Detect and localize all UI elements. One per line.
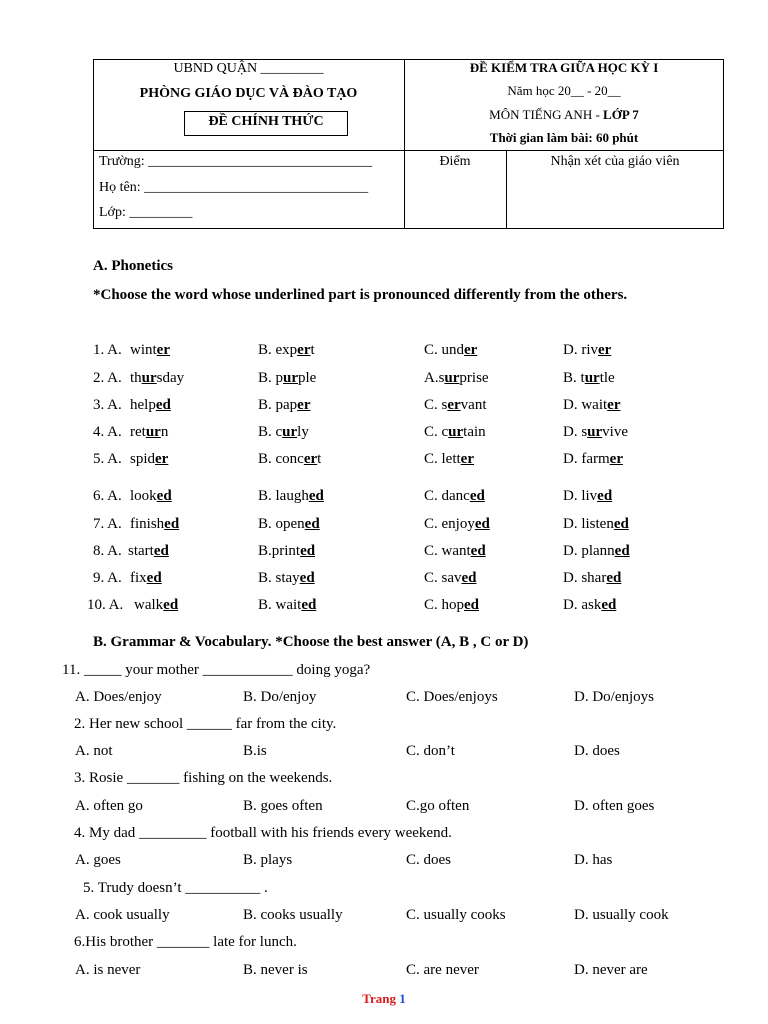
answer-option: D. does [574,743,620,759]
page-footer [0,991,768,1007]
phonetics-option [424,488,485,505]
word-part: spid [130,451,156,467]
answer-option: A. not [75,743,113,759]
underlined-sound: ed [601,597,617,613]
word-part: D. riv [563,342,598,358]
phonetics-option [258,370,316,387]
underlined-sound: ed [469,488,485,504]
word-part: th [130,370,142,386]
answer-option: A. goes [75,852,121,868]
underlined-sound: ur [141,370,157,386]
word-part: finish [130,516,165,532]
underlined-sound: ur [448,424,464,440]
word-part: B. p [258,370,284,386]
official-stamp-box: ĐỀ CHÍNH THỨC [184,111,348,136]
answer-option: C. does [406,852,451,868]
underlined-sound: ed [308,488,324,504]
question-number: 2. A. [93,370,122,386]
word-part: B. pap [258,397,298,413]
underlined-sound: ed [301,597,317,613]
answer-option: B.is [243,743,267,759]
underlined-sound: er [156,342,170,358]
word-part: B. wait [258,597,302,613]
word-part: D. s [563,424,588,440]
underlined-sound: er [155,451,169,467]
underlined-sound: ed [606,570,622,586]
phonetics-option [258,543,315,560]
phonetics-option [130,397,171,414]
exam-time: Thời gian làm bài: 60 phút [489,130,639,145]
word-part: ly [297,424,309,440]
question-number: 4. A. [93,424,122,440]
word-part: t [310,342,315,358]
school-field: Trường: ________________________________ [99,154,373,169]
word-part: start [128,543,154,559]
underlined-sound: ed [164,516,180,532]
phonetics-option [424,397,487,414]
word-part: tain [463,424,486,440]
answer-option: B. never is [243,962,308,978]
answer-option: A. is never [75,962,141,978]
underlined-sound: ed [299,570,315,586]
phonetics-option [258,570,315,587]
word-part: C. hop [424,597,465,613]
word-part: D. plann [563,543,615,559]
phonetics-option [258,597,316,614]
answer-option: D. Do/enjoys [574,689,654,705]
underlined-sound: ed [597,488,613,504]
answer-option: A. often go [75,798,143,814]
subject-grade: LỚP 7 [603,107,639,122]
score-label: Điểm [439,154,471,169]
answer-option: C. usually cooks [406,907,506,923]
answer-option: B. cooks usually [243,907,343,923]
header-divider-horizontal [93,150,724,151]
phonetics-option [424,342,477,359]
section-a-instruction: *Choose the word whose underlined part is pronounced differently from the others. [93,287,628,303]
word-part: help [130,397,156,413]
phonetics-option [424,597,479,614]
word-part: B.print [258,543,301,559]
question-number: 8. A. [93,543,122,559]
page-number: 1 [399,991,406,1006]
phonetics-option [128,543,169,560]
question-number: 10. A. [87,597,124,613]
answer-option: D. usually cook [574,907,669,923]
word-part: C. want [424,543,471,559]
phonetics-option [563,516,629,533]
phonetics-option [130,424,168,441]
word-part: wint [130,342,157,358]
underlined-sound: ed [163,597,179,613]
underlined-sound: er [609,451,623,467]
word-part: D. ask [563,597,602,613]
phonetics-option [258,342,315,359]
word-part: t [317,451,322,467]
underlined-sound: er [460,451,474,467]
phonetics-option [563,543,630,560]
word-part: n [160,424,169,440]
answer-option: B. goes often [243,798,323,814]
underlined-sound: ed [146,570,162,586]
grammar-question: 6.His brother _______ late for lunch. [74,934,297,950]
phonetics-option [563,570,621,587]
phonetics-option [258,488,324,505]
word-part: sday [156,370,185,386]
underlined-sound: ur [587,424,603,440]
answer-option: A. Does/enjoy [75,689,162,705]
teacher-comment-label: Nhận xét của giáo viên [550,154,680,169]
underlined-sound: ed [304,516,320,532]
phonetics-option [130,451,168,468]
section-a-title: A. Phonetics [93,258,173,274]
underlined-sound: ur [444,370,460,386]
word-part: B. open [258,516,305,532]
underlined-sound: ed [461,570,477,586]
word-part: D. liv [563,488,598,504]
underlined-sound: ed [470,543,486,559]
word-part: C. enjoy [424,516,475,532]
underlined-sound: ur [145,424,161,440]
phonetics-option [130,488,172,505]
page-label: Trang [362,991,400,1006]
underlined-sound: ur [283,370,299,386]
word-part: D. farm [563,451,610,467]
phonetics-option [258,424,309,441]
phonetics-option [563,488,612,505]
word-part: prise [459,370,489,386]
grammar-question: 5. Trudy doesn’t __________ . [83,880,268,896]
question-number: 3. A. [93,397,122,413]
phonetics-option [130,570,162,587]
underlined-sound: er [297,397,311,413]
answer-option: D. never are [574,962,648,978]
word-part: C. und [424,342,465,358]
word-part: tle [599,370,615,386]
question-number: 1. A. [93,342,122,358]
answer-option: C.go often [406,798,470,814]
underlined-sound: ed [613,516,629,532]
district-label: UBND QUẬN _________ [173,61,324,76]
exam-title: ĐỀ KIỂM TRA GIỮA HỌC KỲ I [469,60,659,75]
word-part: B. laugh [258,488,309,504]
school-year: Năm học 20__ - 20__ [507,83,621,98]
question-number: 7. A. [93,516,122,532]
question-number: 6. A. [93,488,122,504]
answer-option: C. don’t [406,743,455,759]
word-part: vant [460,397,487,413]
underlined-sound: ur [282,424,298,440]
underlined-sound: ed [153,543,169,559]
word-part: walk [134,597,164,613]
class-field: Lớp: _________ [99,205,193,220]
answer-option: C. Does/enjoys [406,689,498,705]
answer-option: D. has [574,852,613,868]
word-part: D. shar [563,570,607,586]
phonetics-option [130,516,179,533]
phonetics-option [563,597,616,614]
underlined-sound: ed [474,516,490,532]
phonetics-option [130,342,170,359]
name-field: Họ tên: ________________________________ [99,180,369,195]
underlined-sound: ed [300,543,316,559]
word-part: ret [130,424,146,440]
word-part: vive [602,424,628,440]
grammar-question: 2. Her new school ______ far from the city. [74,716,337,732]
phonetics-option [424,543,486,560]
underlined-sound: ed [155,397,171,413]
word-part: D. listen [563,516,614,532]
question-number: 9. A. [93,570,122,586]
word-part: C. s [424,397,448,413]
phonetics-option [563,342,611,359]
word-part: D. wait [563,397,608,413]
word-part: look [130,488,157,504]
phonetics-option [563,424,628,441]
underlined-sound: er [598,342,612,358]
subject-prefix: MÔN TIẾNG ANH - [489,107,604,122]
phonetics-option [424,451,474,468]
phonetics-option [424,516,490,533]
answer-option: C. are never [406,962,479,978]
underlined-sound: ed [156,488,172,504]
phonetics-option [258,516,320,533]
word-part: fix [130,570,147,586]
underlined-sound: er [607,397,621,413]
answer-option: A. cook usually [75,907,170,923]
phonetics-option [258,397,311,414]
answer-option: B. plays [243,852,293,868]
word-part: ple [298,370,317,386]
phonetics-option [424,370,489,387]
word-part: C. sav [424,570,462,586]
phonetics-option [563,370,615,387]
grammar-question: 3. Rosie _______ fishing on the weekends. [74,770,333,786]
word-part: B. t [563,370,585,386]
phonetics-option [258,451,321,468]
section-b-title: B. Grammar & Vocabulary. *Choose the best answer (A, B , C or D) [93,634,529,650]
question-number: 5. A. [93,451,122,467]
phonetics-option [424,424,486,441]
word-part: B. conc [258,451,304,467]
underlined-sound: ed [464,597,480,613]
word-part: B. c [258,424,283,440]
word-part: A.s [424,370,445,386]
grammar-question: 4. My dad _________ football with his friends every weekend. [74,825,452,841]
phonetics-option [134,597,178,614]
grammar-question: 11. _____ your mother ____________ doing yoga? [62,662,371,678]
underlined-sound: er [297,342,311,358]
department-label: PHÒNG GIÁO DỤC VÀ ĐÀO TẠO [139,86,358,101]
phonetics-option [130,370,184,387]
subject-line [404,107,724,123]
phonetics-option [563,397,621,414]
word-part: B. stay [258,570,300,586]
answer-option: B. Do/enjoy [243,689,317,705]
word-part: B. exp [258,342,298,358]
phonetics-option [424,570,477,587]
underlined-sound: er [464,342,478,358]
word-part: C. c [424,424,449,440]
answer-option: D. often goes [574,798,655,814]
underlined-sound: er [447,397,461,413]
underlined-sound: ur [584,370,600,386]
word-part: C. lett [424,451,461,467]
underlined-sound: er [303,451,318,467]
word-part: C. danc [424,488,470,504]
underlined-sound: ed [614,543,630,559]
phonetics-option [563,451,623,468]
